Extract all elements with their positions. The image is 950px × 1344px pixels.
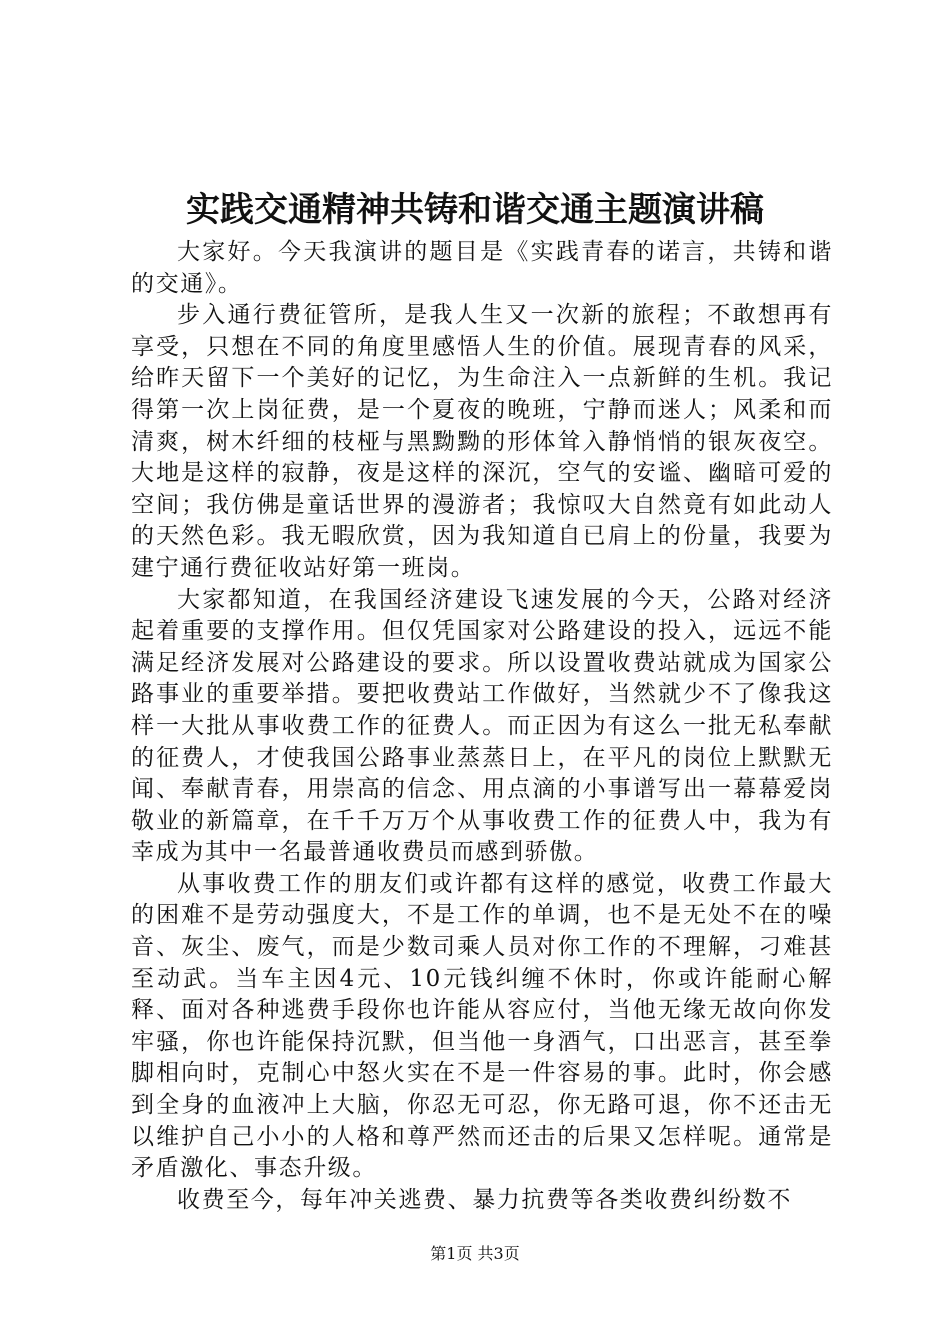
paragraph-4: 从事收费工作的朋友们或许都有这样的感觉，收费工作最大的困难不是劳动强度大，不是工作的单调，也不是无处不在的噪音、灰尘、废气，而是少数司乘人员对你工作的不理解，刁难甚至动武。当车主因4元、10元钱纠缠不休时，你或许能耐心解释、面对各种逃费手段你也许能从容应付，当他无缘无故向你发牢骚，你也许能保持沉默，但当他一身酒气，口出恶言，甚至拳脚相向时，克制心中怒火实在不是一件容易的事。此时，你会感到全身的血液冲上大脑，你忍无可忍，你无路可退，你不还击无以维护自己小小的人格和尊严然而还击的后果又怎样呢。通常是矛盾激化、事态升级。 [131, 870, 833, 1182]
paragraph-2: 步入通行费征管所，是我人生又一次新的旅程；不敢想再有享受，只想在不同的角度里感悟人生的价值。展现青春的风采，给昨天留下一个美好的记忆，为生命注入一点新鲜的生机。我记得第一次上岗征费，是一个夏夜的晚班，宁静而迷人；风柔和而清爽，树木纤细的枝桠与黑黝黝的形体耸入静悄悄的银灰夜空。大地是这样的寂静，夜是这样的深沉，空气的安谧、幽暗可爱的空间；我仿佛是童话世界的漫游者；我惊叹大自然竟有如此动人的天然色彩。我无暇欣赏，因为我知道自已肩上的份量，我要为建宁通行费征收站好第一班岗。 [131, 302, 833, 581]
document-title: 实践交通精神共铸和谐交通主题演讲稿 [186, 190, 764, 230]
paragraph-5: 收费至今，每年冲关逃费、暴力抗费等各类收费纠纷数不 [177, 1186, 792, 1213]
paragraph-1: 大家好。今天我演讲的题目是《实践青春的诺言，共铸和谐的交通》。 [131, 239, 833, 297]
page-number-footer: 第1页 共3页 [430, 1244, 520, 1263]
paragraph-3: 大家都知道，在我国经济建设飞速发展的今天，公路对经济起着重要的支撑作用。但仅凭国家对公路建设的投入，远远不能满足经济发展对公路建设的要求。所以设置收费站就成为国家公路事业的重要举措。要把收费站工作做好，当然就少不了像我这样一大批从事收费工作的征费人。而正因为有这么一批无私奉献的征费人，才使我国公路事业蒸蒸日上，在平凡的岗位上默默无闻、奉献青春，用崇高的信念、用点滴的小事谱写出一幕幕爱岗敬业的新篇章，在千千万万个从事收费工作的征费人中，我为有幸成为其中一名最普通收费员而感到骄傲。 [131, 586, 833, 866]
document-body [131, 237, 833, 1216]
